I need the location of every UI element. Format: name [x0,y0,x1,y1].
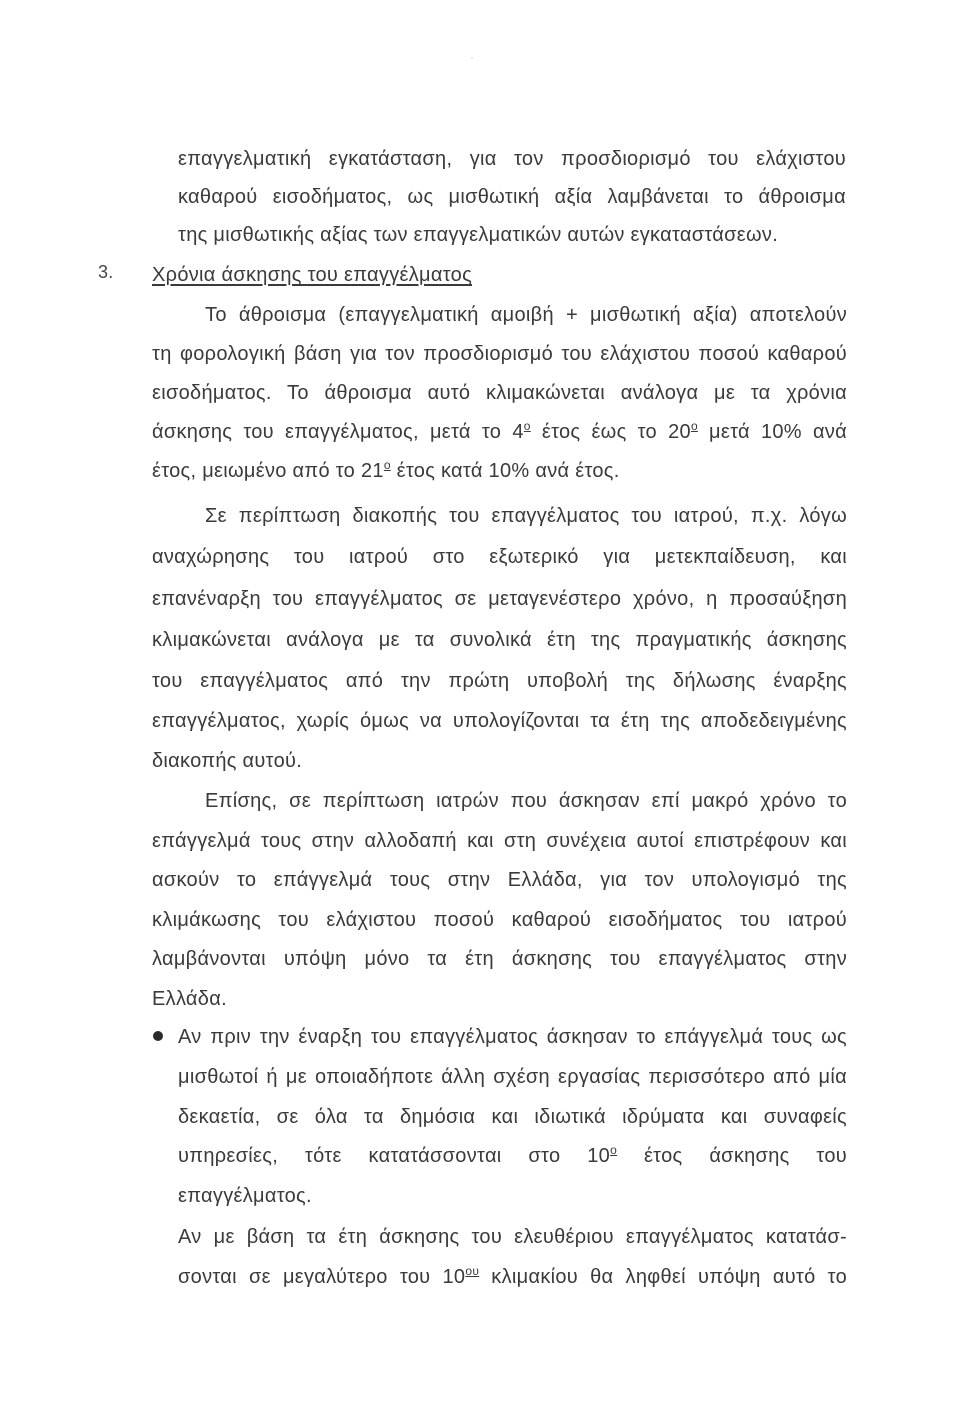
p2-line-5: του επαγγέλματος από την πρώτη υποβολή της δήλωσης έναρξης [152,670,847,692]
p2-line-6: επαγγέλματος, χωρίς όμως να υπολογίζονται τα έτη της αποδεδειγμένης [152,710,847,732]
p3-line-1: Επίσης, σε περίπτωση ιατρών που άσκησαν επί μακρό χρόνο το [205,790,847,812]
section-heading: Χρόνια άσκησης του επαγγέλματος [152,264,473,286]
p3-line-5: λαμβάνονται υπόψη μόνο τα έτη άσκησης του επαγγέλματος στην [152,948,847,970]
p1-line-5: έτος, μειωμένο από το $21^o$ έτος κατά 10% ανά έτος. [152,458,620,482]
p2-line-3: επανέναρξη του επαγγέλματος σε μεταγενέστερο χρόνο, η προσαύξηση [152,588,847,610]
intro-line-1: επαγγελματική εγκατάσταση, για τον προσδιορισμό του ελάχιστου [178,148,846,170]
p2-line-1: Σε περίπτωση διακοπής του επαγγέλματος του ιατρού, π.χ. λόγω [205,505,847,527]
p2-line-7: διακοπής αυτού. [152,750,303,772]
p2-line-2: αναχώρησης του ιατρού στο εξωτερικό για μετεκπαίδευση, και [152,546,847,568]
p3-line-2: επάγγελμά τους στην αλλοδαπή και στη συνέχεια αυτοί επιστρέφουν και [152,830,847,852]
bullet-line-4: υπηρεσίες, τότε κατατάσσονται στο $10^o$ έτος άσκησης του [178,1143,847,1167]
p2-line-4: κλιμακώνεται ανάλογα με τα συνολικά έτη της πραγματικής άσκησης [152,629,847,651]
bullet-line-5: επαγγέλματος. [178,1185,312,1207]
p4-line-1: Αν με βάση τα έτη άσκησης του ελευθέριου επαγγέλματος κατατάσ- [178,1226,847,1248]
intro-line-3: της μισθωτικής αξίας των επαγγελματικών αυτών εγκαταστάσεων. [178,224,779,246]
bullet-line-3: δεκαετία, σε όλα τα δημόσια και ιδιωτικά ιδρύματα και συναφείς [178,1106,847,1128]
bullet-line-1: Αν πριν την έναρξη του επαγγέλματος άσκησαν το επάγγελμά τους ως [178,1026,847,1048]
page-mark: · [470,50,475,64]
bullet-line-2: μισθωτοί ή με οποιαδήποτε άλλη σχέση εργασίας περισσότερο από μία [178,1066,847,1088]
p1-line-1: Το άθροισμα (επαγγελματική αμοιβή + μισθωτική αξία) αποτελούν [205,304,847,326]
bullet-icon [153,1031,163,1041]
p3-line-3: ασκούν το επάγγελμά τους στην Ελλάδα, για τον υπολογισμό της [152,869,847,891]
p4-line-2: σονται σε μεγαλύτερο του $10^{o\upsilon}$ κλιμακίου θα ληφθεί υπόψη αυτό το [178,1264,847,1288]
p1-line-4: άσκησης του επαγγέλματος, μετά το $4^o$ έτος έως το $20^o$ μετά 10% ανά [152,419,848,443]
p1-line-3: εισοδήματος. Το άθροισμα αυτό κλιμακώνεται ανάλογα με τα χρόνια [152,382,847,404]
p3-line-6: Ελλάδα. [152,988,227,1010]
section-number: 3. [98,262,114,282]
p1-line-2: τη φορολογική βάση για τον προσδιορισμό του ελάχιστου ποσού καθαρού [152,343,847,365]
p3-line-4: κλιμάκωσης του ελάχιστου ποσού καθαρού εισοδήματος του ιατρού [152,909,847,931]
intro-line-2: καθαρού εισοδήματος, ως μισθωτική αξία λαμβάνεται το άθροισμα [178,186,846,208]
